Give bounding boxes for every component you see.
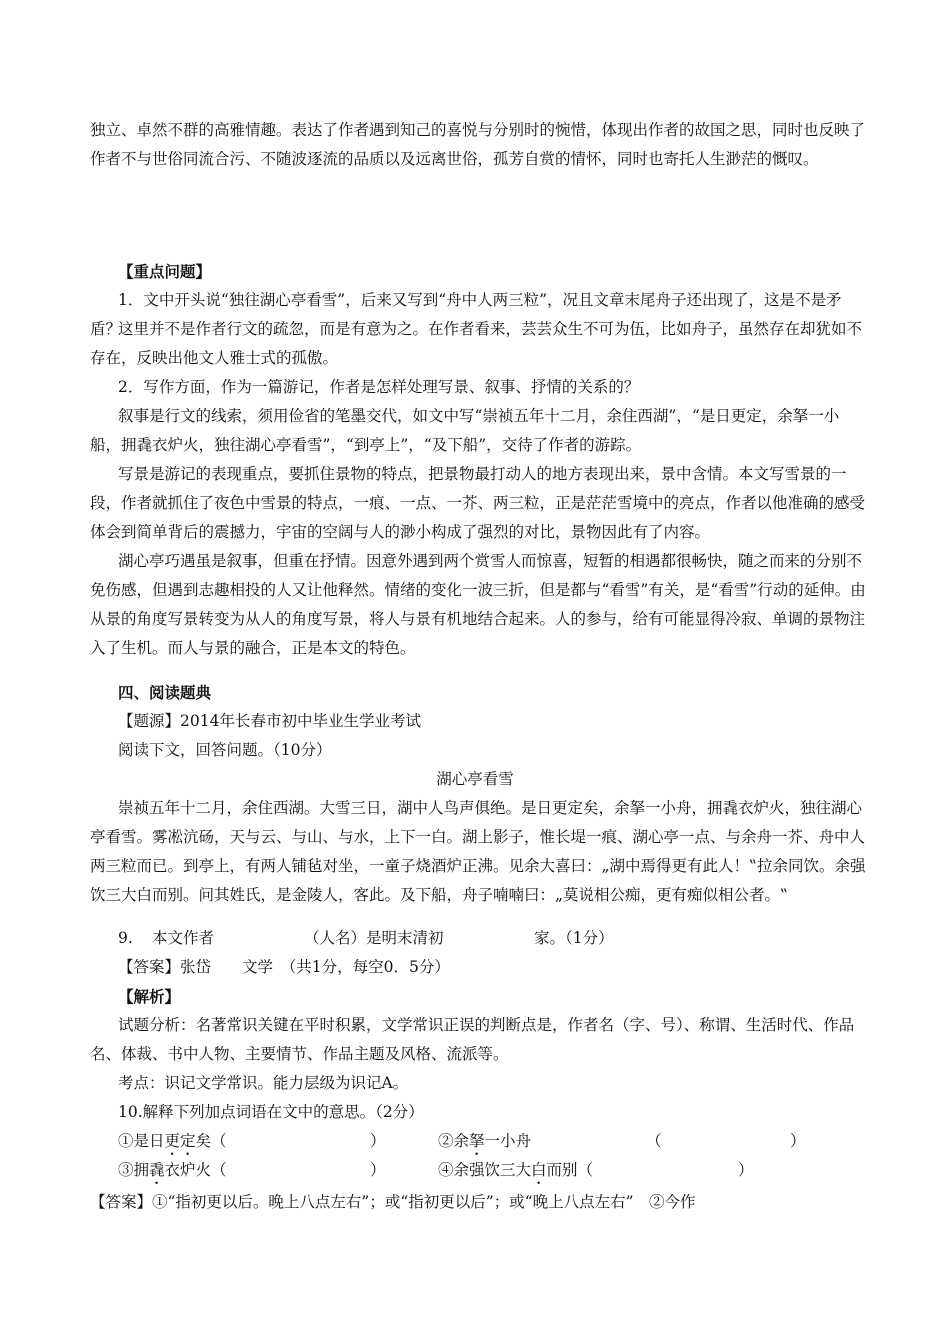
- q10-item-2-pre: ②余: [438, 1132, 470, 1150]
- q10-item-4-pre: ④余强饮三大: [438, 1161, 532, 1179]
- q10-item-4: [438, 1156, 593, 1188]
- intro-paragraph: 独立、卓然不群的高雅情趣。表达了作者遇到知己的喜悦与分别时的惋惜，体现出作者的故国之思，同时也反映了作者不与世俗同流合污、不随波逐流的品质以及远离世俗，孤芳自赏的情怀，同时也寄托人生渺茫的慨叹。: [90, 121, 866, 168]
- q9-number: 9.: [118, 929, 133, 947]
- q10-stem: 10.解释下列加点词语在文中的意思。（2分）: [118, 1103, 424, 1121]
- q9-part1: 本文作者: [152, 929, 215, 947]
- q9-analysis-heading: 【解析】: [118, 987, 181, 1006]
- q10-item-1-dotted: 更定: [164, 1132, 196, 1150]
- question-1: 1．文中开头说“独往湖心亭看雪”，后来又写到“舟中人两三粒”，况且文章末尾舟子还出现了，这是不是矛盾？: [90, 291, 842, 338]
- q10-item-3: [118, 1156, 227, 1188]
- q10-item-2-dotted: 拏: [469, 1132, 485, 1150]
- q10-item-1: [118, 1127, 227, 1159]
- question-2: 2．写作方面，作为一篇游记，作者是怎样处理写景、叙事、抒情的关系的？: [118, 378, 640, 396]
- q9-point: 考点：识记文学常识。能力层级为识记A。: [118, 1074, 409, 1092]
- q10-item-4-dotted: 白: [531, 1161, 547, 1179]
- q10-item-3-pre: ③拥: [118, 1161, 150, 1179]
- q10-item-1-post: 矣（: [195, 1132, 227, 1150]
- q9-analysis: 试题分析：名著常识关键在平时积累，文学常识正误的判断点是，作者名（字、号）、称谓、生活时代、作品名、体裁、书中人物、主要情节、作品主题及风格、流派等。: [90, 1016, 855, 1063]
- key-questions-heading: 【重点问题】: [118, 262, 212, 281]
- reading-source: 【题源】2014年长春市初中毕业生学业考试: [118, 712, 421, 730]
- q10-item-2-post: 一小舟: [484, 1132, 532, 1150]
- reading-heading: 四、阅读题典: [118, 683, 212, 702]
- q10-item-2-close: ）: [790, 1132, 806, 1150]
- passage-title: 湖心亭看雪: [436, 770, 514, 788]
- q9-answer: 【答案】张岱 文学 （共1分，每空0．5分）: [118, 958, 450, 976]
- passage-text: 崇祯五年十二月，余住西湖。大雪三日，湖中人鸟声俱绝。是日更定矣，余拏一小舟，拥毳衣炉火，独往湖心亭看雪。雾凇沆砀，天与云、与山、与水，上下一白。湖上影子，惟长堤一痕、湖心亭一点、与余舟一芥、舟中人两三粒而已。到亭上，有两人铺毡对坐，一童子烧酒炉正沸。见余大喜曰：„湖中焉得更有此人！‟拉余同饮。余强饮三大白而别。问其姓氏，是金陵人，客此。及下船，舟子喃喃曰：„莫说相公痴，更有痴似相公者。‟: [90, 799, 866, 904]
- reading-instruction: 阅读下文，回答问题。（10分）: [118, 741, 332, 759]
- q10-item-2-open: （: [646, 1132, 662, 1150]
- answer-2-scenery: 写景是游记的表现重点，要抓住景物的特点，把景物最打动人的地方表现出来，景中含情。本文写雪景的一段，作者就抓住了夜色中雪景的特点，一痕、一点、一芥、两三粒，正是茫茫雪境中的亮点，作者以他准确的感受体会到简单背后的震撼力，宇宙的空阔与人的渺小构成了强烈的对比，景物因此有了内容。: [90, 465, 866, 541]
- q10-item-3-dotted: 毳: [149, 1161, 165, 1179]
- q10-item-1-close: ）: [370, 1132, 386, 1150]
- answer-2-narration: 叙事是行文的线索，须用俭省的笔墨交代，如文中写“崇祯五年十二月，余住西湖”，“是日更定，余拏一小船，拥毳衣炉火，独往湖心亭看雪”，“到亭上”，“及下船”，交待了作者的游踪。: [90, 407, 840, 454]
- q10-item-3-post: 衣炉火（: [164, 1161, 227, 1179]
- q10-item-2: [438, 1127, 531, 1159]
- q10-item-4-close: ）: [738, 1161, 754, 1179]
- q9-part2: （人名）是明末清初: [304, 929, 444, 947]
- q10-item-1-pre: ①是日: [118, 1132, 165, 1150]
- q9-part3: 家。（1分）: [534, 929, 614, 947]
- q10-item-3-close: ）: [370, 1161, 386, 1179]
- answer-2-emotion: 湖心亭巧遇虽是叙事，但重在抒情。因意外遇到两个赏雪人而惊喜，短暂的相遇都很畅快，随之而来的分别不免伤感，但遇到志趣相投的人又让他释然。情绪的变化一波三折，但是都与“看雪”有关，是“看雪”行动的延伸。由从景的角度写景转变为从人的角度写景，将人与景有机地结合起来。人的参与，给有可能显得冷寂、单调的景物注入了生机。而人与景的融合，正是本文的特色。: [90, 552, 866, 657]
- q10-answer: 【答案】①“指初更以后。晚上八点左右”；或“指初更以后”；或“晚上八点左右” ②今作: [90, 1193, 696, 1211]
- q10-item-4-post: 而别（: [546, 1161, 594, 1179]
- answer-1: 这里并不是作者行文的疏忽，而是有意为之。在作者看来，芸芸众生不可为伍，比如舟子，虽然存在却犹如不存在，反映出他文人雅士式的孤傲。: [90, 320, 863, 367]
